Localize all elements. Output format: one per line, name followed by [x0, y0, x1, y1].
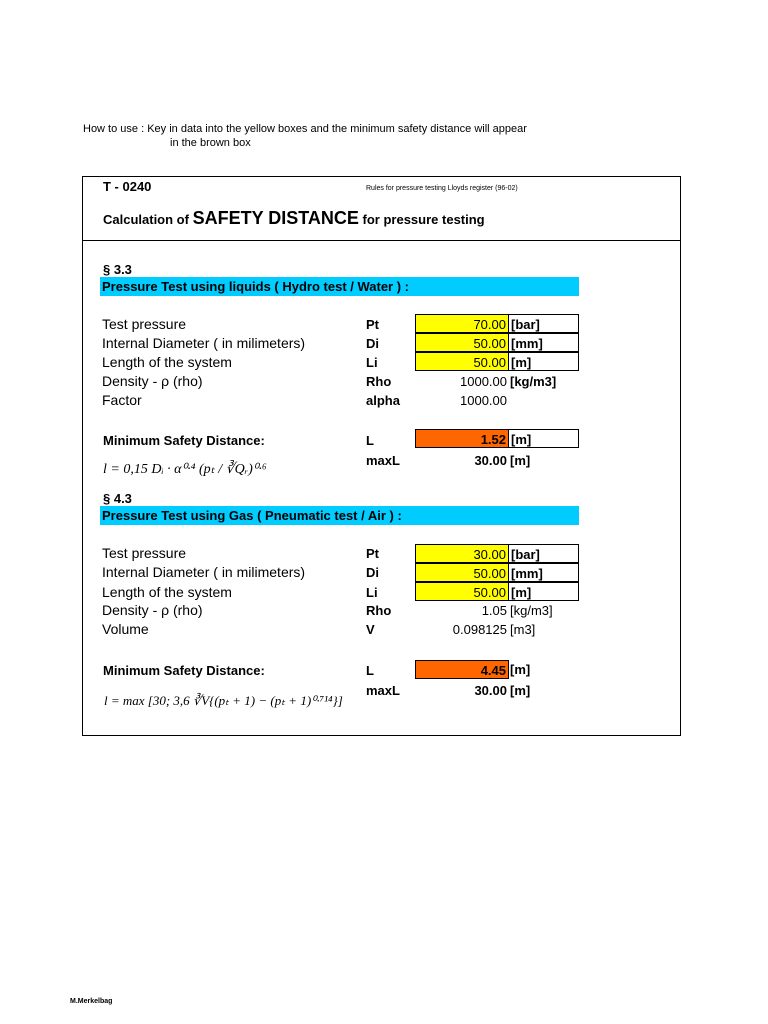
gas-input-di[interactable]: 50.00	[415, 563, 509, 582]
gas-unit-di: [mm]	[508, 563, 579, 582]
gas-result-value: 4.45	[415, 660, 509, 679]
liquid-result-unit: [m]	[508, 429, 579, 448]
gas-max-value: 30.00	[474, 683, 507, 698]
liquid-input-li[interactable]: 50.00	[415, 352, 509, 371]
gas-unit-rho: [kg/m3]	[510, 603, 553, 618]
liquid-result-value: 1.52	[415, 429, 509, 448]
document-code: T - 0240	[103, 179, 152, 194]
gas-label-di: Internal Diameter ( in milimeters)	[102, 564, 306, 580]
calculation-sheet	[82, 176, 681, 736]
gas-input-li[interactable]: 50.00	[415, 582, 509, 601]
liquid-unit-pt: [bar]	[508, 314, 579, 333]
liquid-section-number: § 3.3	[103, 262, 132, 277]
liquid-label-di: Internal Diameter ( in milimeters)	[102, 335, 306, 351]
gas-input-pt[interactable]: 30.00	[415, 544, 509, 563]
liquid-formula: l = 0,15 Dᵢ · α⁰·⁴ (pₜ / ∛Qᵣ)⁰·⁶	[103, 462, 267, 477]
gas-label-pt: Test pressure	[102, 545, 187, 561]
author-footer: M.Merkelbag	[70, 998, 113, 1005]
header-divider	[83, 240, 680, 241]
gas-label-li: Length of the system	[102, 584, 232, 600]
liquid-label-rho: Density - ρ (rho)	[102, 373, 203, 389]
gas-symbol-li: Li	[366, 585, 378, 600]
liquid-symbol-rho: Rho	[366, 374, 392, 389]
gas-section-banner: Pressure Test using Gas ( Pneumatic test / Air ) :	[100, 506, 579, 525]
gas-formula: l = max [30; 3,6 ∛V{(pₜ + 1) − (pₜ + 1)⁰·⁷¹⁴}]	[104, 693, 343, 708]
liquid-symbol-alpha: alpha	[366, 393, 400, 408]
gas-value-volume: 0.098125	[452, 622, 507, 637]
liquid-symbol-li: Li	[366, 355, 378, 370]
title-emphasis: SAFETY DISTANCE	[192, 208, 359, 228]
page-title	[103, 208, 485, 229]
gas-symbol-volume: V	[366, 622, 375, 637]
liquid-unit-li: [m]	[508, 352, 579, 371]
liquid-input-pt[interactable]: 70.00	[415, 314, 509, 333]
gas-unit-pt: [bar]	[508, 544, 579, 563]
gas-symbol-rho: Rho	[366, 603, 392, 618]
title-suffix: for pressure testing	[358, 212, 485, 227]
gas-result-symbol: L	[366, 663, 374, 678]
rules-reference: Rules for pressure testing Lloyds register (96-02)	[366, 185, 518, 192]
gas-result-unit: [m]	[510, 662, 531, 677]
liquid-result-label: Minimum Safety Distance:	[103, 433, 265, 448]
gas-max-unit: [m]	[510, 683, 531, 698]
liquid-max-unit: [m]	[510, 453, 531, 468]
liquid-label-li: Length of the system	[102, 354, 232, 370]
gas-value-rho: 1.05	[481, 603, 507, 618]
liquid-label-pt: Test pressure	[102, 316, 187, 332]
gas-section-number: § 4.3	[103, 491, 132, 506]
gas-unit-volume: [m3]	[510, 622, 536, 637]
liquid-max-value: 30.00	[474, 453, 507, 468]
gas-result-label: Minimum Safety Distance:	[103, 663, 265, 678]
liquid-symbol-di: Di	[366, 336, 379, 351]
liquid-result-symbol: L	[366, 433, 374, 448]
liquid-value-rho: 1000.00	[460, 374, 507, 389]
liquid-symbol-pt: Pt	[366, 317, 379, 332]
gas-symbol-di: Di	[366, 565, 379, 580]
gas-label-volume: Volume	[102, 621, 149, 637]
liquid-input-di[interactable]: 50.00	[415, 333, 509, 352]
liquid-section-banner: Pressure Test using liquids ( Hydro test / Water ) :	[100, 277, 579, 296]
gas-max-symbol: maxL	[366, 683, 400, 698]
liquid-max-symbol: maxL	[366, 453, 400, 468]
gas-label-rho: Density - ρ (rho)	[102, 602, 203, 618]
liquid-label-alpha: Factor	[102, 392, 142, 408]
liquid-value-alpha: 1000.00	[460, 393, 507, 408]
liquid-unit-rho: [kg/m3]	[510, 374, 557, 389]
liquid-unit-di: [mm]	[508, 333, 579, 352]
title-prefix: Calculation of	[103, 212, 193, 227]
instructions-line-1: How to use : Key in data into the yellow boxes and the minimum safety distance will appear	[83, 123, 527, 135]
instructions-line-2: in the brown box	[170, 137, 251, 149]
gas-symbol-pt: Pt	[366, 546, 379, 561]
gas-unit-li: [m]	[508, 582, 579, 601]
